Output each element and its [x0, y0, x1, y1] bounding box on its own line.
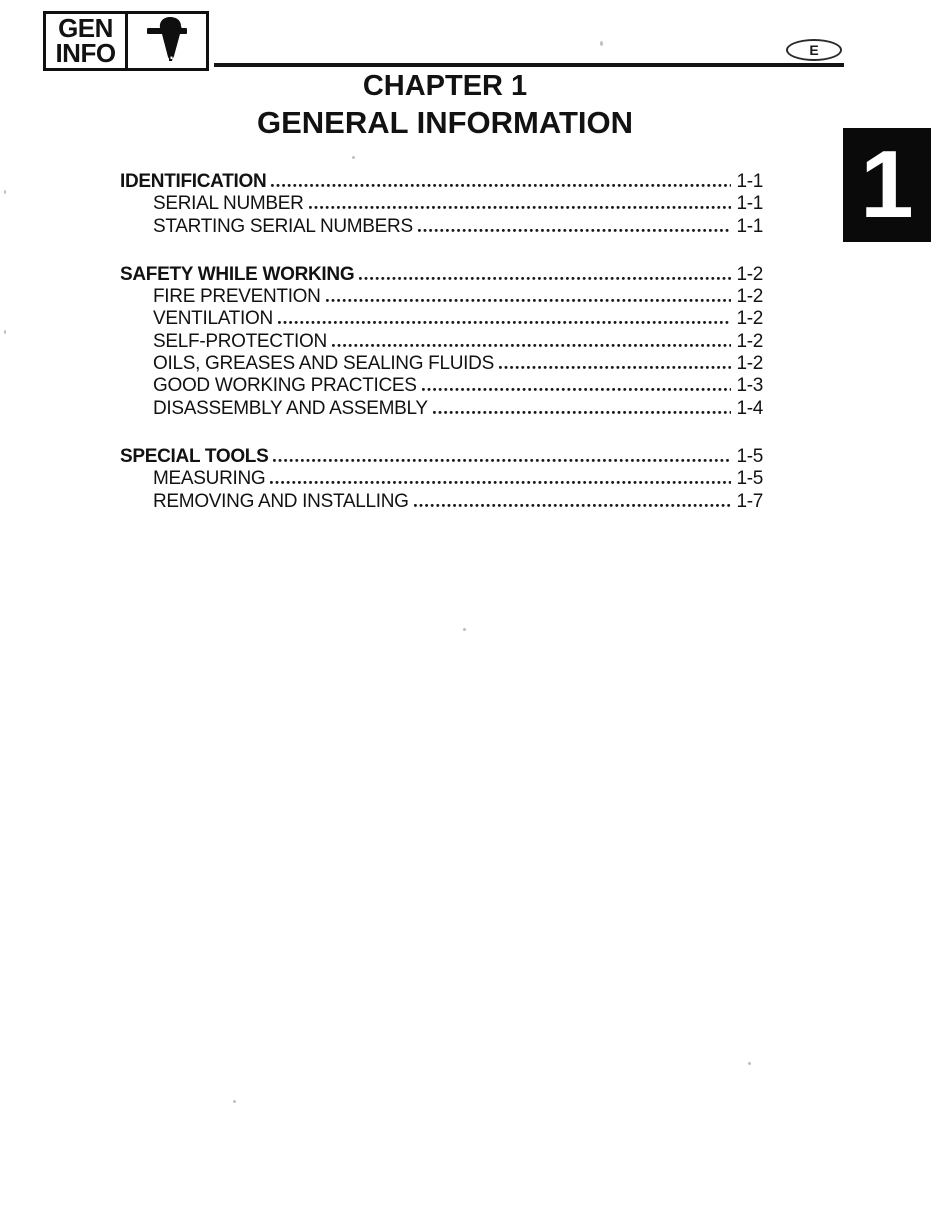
toc-entry: [120, 398, 763, 420]
toc-entry-label: GOOD WORKING PRACTICES: [153, 375, 417, 397]
toc-entry-label: SELF-PROTECTION: [153, 330, 327, 352]
scan-speck: [4, 330, 6, 334]
toc-group-special-tools: [120, 446, 763, 513]
dot-leader: [499, 366, 731, 369]
scan-speck: [748, 1062, 751, 1065]
dot-leader: [326, 299, 732, 302]
toc-entry-page: 1-2: [736, 286, 763, 308]
toc-entry-label: DISASSEMBLY AND ASSEMBLY: [153, 397, 428, 419]
toc-entry: [120, 193, 763, 215]
toc-entry-label: SPECIAL TOOLS: [120, 445, 269, 467]
dot-leader: [359, 277, 731, 280]
toc-entry-page: 1-2: [736, 330, 763, 352]
toc-entry-page: 1-1: [736, 193, 763, 215]
toc-entry-page: 1-1: [736, 171, 763, 192]
dot-leader: [433, 411, 732, 414]
toc-entry-label: SERIAL NUMBER: [153, 193, 304, 215]
dot-leader: [418, 229, 732, 232]
toc-entry-label: OILS, GREASES AND SEALING FLUIDS: [153, 353, 494, 375]
toc-entry: [120, 446, 763, 468]
toc-entry: [120, 331, 763, 353]
toc-entry-label: IDENTIFICATION: [120, 171, 267, 192]
toc-entry: [120, 286, 763, 308]
toc-entry: [120, 171, 763, 193]
toc-entry-page: 1-2: [736, 308, 763, 330]
toc-entry: [120, 216, 763, 238]
chapter-tab-number: 1: [860, 131, 914, 238]
dot-leader: [414, 504, 732, 507]
chapter-kicker: CHAPTER 1: [362, 70, 528, 102]
gen-info-label: [46, 14, 128, 68]
outboard-motor-icon: [140, 16, 194, 67]
toc-entry-label: FIRE PREVENTION: [153, 286, 321, 308]
toc-entry-page: 1-3: [736, 375, 763, 397]
scan-speck: [233, 1100, 236, 1103]
page-title: GENERAL INFORMATION: [256, 105, 633, 140]
scan-speck: [600, 41, 603, 46]
chapter-tab: [843, 128, 931, 242]
scan-speck: [463, 628, 466, 631]
toc-group-identification: [120, 171, 763, 238]
language-badge-label: E: [809, 42, 819, 58]
gen-info-badge: [43, 11, 209, 71]
dot-leader: [271, 184, 731, 187]
toc-entry-page: 1-2: [736, 263, 763, 285]
toc-entry-page: 1-2: [736, 353, 763, 375]
dot-leader: [309, 206, 732, 209]
gen-info-icon-cell: [128, 14, 206, 68]
gen-info-label-line1: GEN: [58, 13, 113, 43]
toc-group-safety: [120, 264, 763, 420]
header-rule: [214, 63, 844, 67]
language-badge: [786, 39, 842, 61]
dot-leader: [270, 481, 731, 484]
toc-entry-page: 1-7: [736, 490, 763, 512]
toc-entry-label: REMOVING AND INSTALLING: [153, 490, 409, 512]
dot-leader: [278, 321, 732, 324]
toc-entry: [120, 353, 763, 375]
table-of-contents: [120, 171, 763, 513]
gen-info-label-line2: INFO: [55, 38, 116, 68]
toc-entry-page: 1-4: [736, 397, 763, 419]
toc-entry-page: 1-5: [736, 468, 763, 490]
toc-entry: [120, 308, 763, 330]
scan-speck: [352, 156, 355, 159]
dot-leader: [273, 459, 731, 462]
toc-entry: [120, 375, 763, 397]
dot-leader: [332, 344, 732, 347]
toc-entry-page: 1-5: [736, 445, 763, 467]
toc-entry: [120, 491, 763, 513]
toc-entry: [120, 264, 763, 286]
toc-entry-label: STARTING SERIAL NUMBERS: [153, 215, 413, 237]
toc-entry-label: SAFETY WHILE WORKING: [120, 263, 355, 285]
toc-entry-page: 1-1: [736, 215, 763, 237]
toc-entry-label: VENTILATION: [153, 308, 273, 330]
scan-speck: [4, 190, 6, 194]
toc-entry: [120, 468, 763, 490]
dot-leader: [422, 388, 732, 391]
toc-entry-label: MEASURING: [153, 468, 266, 490]
